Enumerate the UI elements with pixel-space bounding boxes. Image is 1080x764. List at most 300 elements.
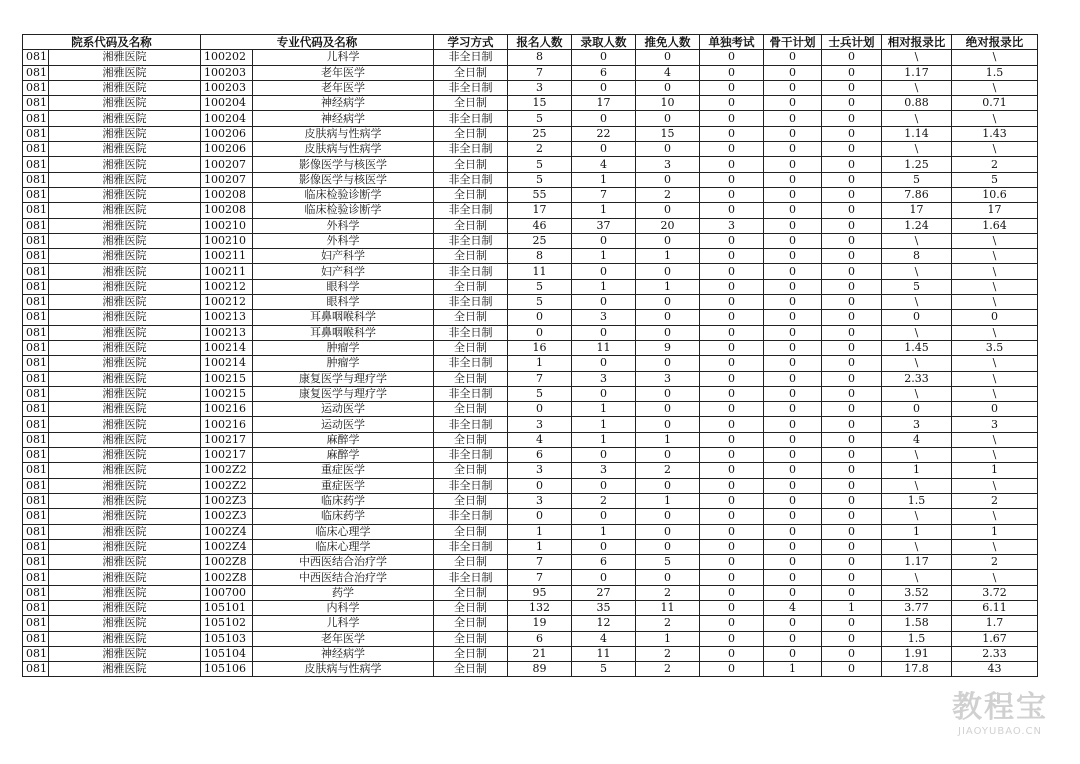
admitted-cell: 3 — [572, 371, 636, 386]
relative-ratio-cell: 1 — [882, 463, 952, 478]
study-mode-cell: 全日制 — [434, 616, 508, 631]
separate-exam-cell: 0 — [700, 310, 764, 325]
absolute-ratio-cell: \ — [952, 371, 1038, 386]
major-name-cell: 神经病学 — [253, 96, 434, 111]
separate-exam-cell: 0 — [700, 539, 764, 554]
header-backbone-plan: 骨干计划 — [764, 35, 822, 50]
dept-name-cell: 湘雅医院 — [49, 509, 201, 524]
recommended-cell: 1 — [636, 493, 700, 508]
dept-name-cell: 湘雅医院 — [49, 386, 201, 401]
applicants-cell: 5 — [508, 111, 572, 126]
relative-ratio-cell: \ — [882, 509, 952, 524]
soldier-plan-cell: 0 — [822, 386, 882, 401]
major-name-cell: 麻醉学 — [253, 432, 434, 447]
separate-exam-cell: 0 — [700, 111, 764, 126]
admitted-cell: 1 — [572, 402, 636, 417]
recommended-cell: 2 — [636, 646, 700, 661]
recommended-cell: 0 — [636, 264, 700, 279]
recommended-cell: 0 — [636, 111, 700, 126]
major-code-cell: 100212 — [201, 279, 253, 294]
admitted-cell: 1 — [572, 279, 636, 294]
absolute-ratio-cell: \ — [952, 356, 1038, 371]
dept-name-cell: 湘雅医院 — [49, 264, 201, 279]
table-row — [23, 295, 1038, 310]
soldier-plan-cell: 0 — [822, 631, 882, 646]
separate-exam-cell: 0 — [700, 340, 764, 355]
absolute-ratio-cell: 1.5 — [952, 65, 1038, 80]
relative-ratio-cell: 3 — [882, 417, 952, 432]
major-name-cell: 眼科学 — [253, 295, 434, 310]
relative-ratio-cell: \ — [882, 142, 952, 157]
separate-exam-cell: 0 — [700, 570, 764, 585]
applicants-cell: 1 — [508, 539, 572, 554]
major-name-cell: 皮肤病与性病学 — [253, 662, 434, 677]
applicants-cell: 3 — [508, 80, 572, 95]
major-code-cell: 100210 — [201, 218, 253, 233]
applicants-cell: 132 — [508, 600, 572, 615]
major-code-cell: 1002Z3 — [201, 509, 253, 524]
backbone-plan-cell: 0 — [764, 295, 822, 310]
recommended-cell: 0 — [636, 417, 700, 432]
study-mode-cell: 非全日制 — [434, 539, 508, 554]
major-name-cell: 康复医学与理疗学 — [253, 371, 434, 386]
study-mode-cell: 非全日制 — [434, 509, 508, 524]
soldier-plan-cell: 0 — [822, 310, 882, 325]
major-code-cell: 105106 — [201, 662, 253, 677]
separate-exam-cell: 0 — [700, 646, 764, 661]
major-name-cell: 皮肤病与性病学 — [253, 142, 434, 157]
table-row — [23, 662, 1038, 677]
soldier-plan-cell: 0 — [822, 96, 882, 111]
admitted-cell: 35 — [572, 600, 636, 615]
major-name-cell: 儿科学 — [253, 50, 434, 65]
soldier-plan-cell: 0 — [822, 493, 882, 508]
header-department: 院系代码及名称 — [23, 35, 201, 50]
admitted-cell: 0 — [572, 80, 636, 95]
applicants-cell: 95 — [508, 585, 572, 600]
recommended-cell: 15 — [636, 126, 700, 141]
dept-code-cell: 081 — [23, 555, 49, 570]
header-applicants: 报名人数 — [508, 35, 572, 50]
major-name-cell: 外科学 — [253, 218, 434, 233]
study-mode-cell: 全日制 — [434, 218, 508, 233]
recommended-cell: 0 — [636, 402, 700, 417]
recommended-cell: 20 — [636, 218, 700, 233]
major-name-cell: 妇产科学 — [253, 264, 434, 279]
major-code-cell: 1002Z8 — [201, 570, 253, 585]
table-row — [23, 279, 1038, 294]
relative-ratio-cell: \ — [882, 325, 952, 340]
separate-exam-cell: 0 — [700, 142, 764, 157]
recommended-cell: 0 — [636, 570, 700, 585]
dept-name-cell: 湘雅医院 — [49, 600, 201, 615]
relative-ratio-cell: 0 — [882, 402, 952, 417]
dept-code-cell: 081 — [23, 509, 49, 524]
absolute-ratio-cell: \ — [952, 325, 1038, 340]
applicants-cell: 7 — [508, 65, 572, 80]
relative-ratio-cell: \ — [882, 570, 952, 585]
absolute-ratio-cell: 2.33 — [952, 646, 1038, 661]
major-code-cell: 105104 — [201, 646, 253, 661]
separate-exam-cell: 0 — [700, 325, 764, 340]
soldier-plan-cell: 0 — [822, 539, 882, 554]
admitted-cell: 6 — [572, 65, 636, 80]
soldier-plan-cell: 0 — [822, 509, 882, 524]
applicants-cell: 15 — [508, 96, 572, 111]
dept-name-cell: 湘雅医院 — [49, 233, 201, 248]
recommended-cell: 2 — [636, 585, 700, 600]
admitted-cell: 4 — [572, 631, 636, 646]
recommended-cell: 0 — [636, 509, 700, 524]
dept-code-cell: 081 — [23, 600, 49, 615]
relative-ratio-cell: \ — [882, 111, 952, 126]
applicants-cell: 21 — [508, 646, 572, 661]
table-row — [23, 249, 1038, 264]
study-mode-cell: 全日制 — [434, 310, 508, 325]
dept-code-cell: 081 — [23, 432, 49, 447]
recommended-cell: 0 — [636, 172, 700, 187]
major-code-cell: 105101 — [201, 600, 253, 615]
backbone-plan-cell: 0 — [764, 432, 822, 447]
relative-ratio-cell: \ — [882, 80, 952, 95]
study-mode-cell: 全日制 — [434, 463, 508, 478]
separate-exam-cell: 0 — [700, 585, 764, 600]
soldier-plan-cell: 0 — [822, 448, 882, 463]
recommended-cell: 0 — [636, 310, 700, 325]
relative-ratio-cell: 5 — [882, 172, 952, 187]
backbone-plan-cell: 0 — [764, 157, 822, 172]
major-code-cell: 100210 — [201, 233, 253, 248]
study-mode-cell: 非全日制 — [434, 203, 508, 218]
applicants-cell: 55 — [508, 187, 572, 202]
relative-ratio-cell: 1 — [882, 524, 952, 539]
table-row — [23, 126, 1038, 141]
study-mode-cell: 全日制 — [434, 646, 508, 661]
backbone-plan-cell: 0 — [764, 80, 822, 95]
separate-exam-cell: 0 — [700, 448, 764, 463]
applicants-cell: 6 — [508, 448, 572, 463]
header-separate-exam: 单独考试 — [700, 35, 764, 50]
absolute-ratio-cell: 17 — [952, 203, 1038, 218]
relative-ratio-cell: \ — [882, 386, 952, 401]
table-row — [23, 570, 1038, 585]
study-mode-cell: 全日制 — [434, 187, 508, 202]
backbone-plan-cell: 0 — [764, 463, 822, 478]
soldier-plan-cell: 0 — [822, 432, 882, 447]
backbone-plan-cell: 0 — [764, 616, 822, 631]
recommended-cell: 3 — [636, 371, 700, 386]
applicants-cell: 5 — [508, 295, 572, 310]
recommended-cell: 0 — [636, 295, 700, 310]
relative-ratio-cell: 7.86 — [882, 187, 952, 202]
study-mode-cell: 非全日制 — [434, 233, 508, 248]
major-name-cell: 麻醉学 — [253, 448, 434, 463]
header-study-mode: 学习方式 — [434, 35, 508, 50]
applicants-cell: 4 — [508, 432, 572, 447]
dept-name-cell: 湘雅医院 — [49, 310, 201, 325]
soldier-plan-cell: 0 — [822, 111, 882, 126]
major-code-cell: 100211 — [201, 249, 253, 264]
admitted-cell: 0 — [572, 570, 636, 585]
major-code-cell: 105103 — [201, 631, 253, 646]
dept-code-cell: 081 — [23, 96, 49, 111]
table-row — [23, 325, 1038, 340]
major-name-cell: 运动医学 — [253, 402, 434, 417]
dept-code-cell: 081 — [23, 539, 49, 554]
dept-code-cell: 081 — [23, 203, 49, 218]
dept-code-cell: 081 — [23, 142, 49, 157]
study-mode-cell: 全日制 — [434, 524, 508, 539]
absolute-ratio-cell: 0.71 — [952, 96, 1038, 111]
dept-name-cell: 湘雅医院 — [49, 616, 201, 631]
major-code-cell: 100217 — [201, 448, 253, 463]
recommended-cell: 0 — [636, 539, 700, 554]
table-row — [23, 386, 1038, 401]
soldier-plan-cell: 0 — [822, 402, 882, 417]
relative-ratio-cell: 0 — [882, 310, 952, 325]
recommended-cell: 9 — [636, 340, 700, 355]
dept-name-cell: 湘雅医院 — [49, 96, 201, 111]
relative-ratio-cell: \ — [882, 478, 952, 493]
admitted-cell: 6 — [572, 555, 636, 570]
table-row — [23, 539, 1038, 554]
major-code-cell: 1002Z4 — [201, 539, 253, 554]
absolute-ratio-cell: 1.67 — [952, 631, 1038, 646]
major-code-cell: 1002Z8 — [201, 555, 253, 570]
major-name-cell: 老年医学 — [253, 80, 434, 95]
admitted-cell: 0 — [572, 295, 636, 310]
major-name-cell: 中西医结合治疗学 — [253, 570, 434, 585]
separate-exam-cell: 0 — [700, 524, 764, 539]
backbone-plan-cell: 0 — [764, 524, 822, 539]
dept-code-cell: 081 — [23, 295, 49, 310]
separate-exam-cell: 0 — [700, 172, 764, 187]
dept-name-cell: 湘雅医院 — [49, 111, 201, 126]
applicants-cell: 89 — [508, 662, 572, 677]
backbone-plan-cell: 0 — [764, 570, 822, 585]
separate-exam-cell: 0 — [700, 463, 764, 478]
recommended-cell: 0 — [636, 448, 700, 463]
major-name-cell: 老年医学 — [253, 631, 434, 646]
dept-name-cell: 湘雅医院 — [49, 340, 201, 355]
admitted-cell: 1 — [572, 172, 636, 187]
major-code-cell: 100208 — [201, 203, 253, 218]
admitted-cell: 0 — [572, 539, 636, 554]
dept-code-cell: 081 — [23, 218, 49, 233]
table-row — [23, 340, 1038, 355]
dept-code-cell: 081 — [23, 279, 49, 294]
major-name-cell: 药学 — [253, 585, 434, 600]
backbone-plan-cell: 0 — [764, 187, 822, 202]
study-mode-cell: 全日制 — [434, 65, 508, 80]
backbone-plan-cell: 0 — [764, 493, 822, 508]
backbone-plan-cell: 0 — [764, 585, 822, 600]
study-mode-cell: 全日制 — [434, 585, 508, 600]
relative-ratio-cell: 1.91 — [882, 646, 952, 661]
recommended-cell: 0 — [636, 50, 700, 65]
dept-name-cell: 湘雅医院 — [49, 218, 201, 233]
admitted-cell: 5 — [572, 662, 636, 677]
dept-code-cell: 081 — [23, 126, 49, 141]
major-name-cell: 眼科学 — [253, 279, 434, 294]
applicants-cell: 1 — [508, 524, 572, 539]
applicants-cell: 7 — [508, 371, 572, 386]
backbone-plan-cell: 0 — [764, 539, 822, 554]
separate-exam-cell: 0 — [700, 493, 764, 508]
table-row — [23, 356, 1038, 371]
table-row — [23, 80, 1038, 95]
major-code-cell: 100215 — [201, 371, 253, 386]
applicants-cell: 3 — [508, 417, 572, 432]
absolute-ratio-cell: 2 — [952, 555, 1038, 570]
dept-code-cell: 081 — [23, 80, 49, 95]
absolute-ratio-cell: \ — [952, 249, 1038, 264]
relative-ratio-cell: \ — [882, 295, 952, 310]
major-name-cell: 重症医学 — [253, 463, 434, 478]
backbone-plan-cell: 0 — [764, 417, 822, 432]
dept-name-cell: 湘雅医院 — [49, 325, 201, 340]
table-row — [23, 600, 1038, 615]
dept-code-cell: 081 — [23, 631, 49, 646]
recommended-cell: 1 — [636, 631, 700, 646]
separate-exam-cell: 0 — [700, 371, 764, 386]
relative-ratio-cell: \ — [882, 539, 952, 554]
absolute-ratio-cell: 1.7 — [952, 616, 1038, 631]
soldier-plan-cell: 0 — [822, 172, 882, 187]
dept-code-cell: 081 — [23, 356, 49, 371]
major-name-cell: 临床检验诊断学 — [253, 187, 434, 202]
separate-exam-cell: 0 — [700, 295, 764, 310]
study-mode-cell: 全日制 — [434, 371, 508, 386]
header-admitted: 录取人数 — [572, 35, 636, 50]
major-name-cell: 运动医学 — [253, 417, 434, 432]
absolute-ratio-cell: 5 — [952, 172, 1038, 187]
study-mode-cell: 非全日制 — [434, 111, 508, 126]
dept-code-cell: 081 — [23, 386, 49, 401]
absolute-ratio-cell: \ — [952, 264, 1038, 279]
major-code-cell: 1002Z4 — [201, 524, 253, 539]
table-row — [23, 96, 1038, 111]
applicants-cell: 3 — [508, 463, 572, 478]
admitted-cell: 37 — [572, 218, 636, 233]
dept-code-cell: 081 — [23, 478, 49, 493]
major-name-cell: 肿瘤学 — [253, 340, 434, 355]
recommended-cell: 0 — [636, 142, 700, 157]
admitted-cell: 0 — [572, 264, 636, 279]
applicants-cell: 6 — [508, 631, 572, 646]
major-name-cell: 神经病学 — [253, 111, 434, 126]
applicants-cell: 0 — [508, 478, 572, 493]
backbone-plan-cell: 0 — [764, 402, 822, 417]
table-row — [23, 646, 1038, 661]
recommended-cell: 2 — [636, 662, 700, 677]
admission-ratio-table — [22, 34, 1038, 677]
admitted-cell: 1 — [572, 203, 636, 218]
soldier-plan-cell: 0 — [822, 157, 882, 172]
dept-name-cell: 湘雅医院 — [49, 631, 201, 646]
absolute-ratio-cell: \ — [952, 539, 1038, 554]
backbone-plan-cell: 0 — [764, 65, 822, 80]
relative-ratio-cell: 1.5 — [882, 493, 952, 508]
relative-ratio-cell: 1.14 — [882, 126, 952, 141]
dept-code-cell: 081 — [23, 157, 49, 172]
soldier-plan-cell: 0 — [822, 65, 882, 80]
table-row — [23, 187, 1038, 202]
backbone-plan-cell: 0 — [764, 172, 822, 187]
study-mode-cell: 非全日制 — [434, 478, 508, 493]
dept-name-cell: 湘雅医院 — [49, 662, 201, 677]
study-mode-cell: 非全日制 — [434, 448, 508, 463]
dept-name-cell: 湘雅医院 — [49, 356, 201, 371]
absolute-ratio-cell: 3.72 — [952, 585, 1038, 600]
major-code-cell: 100208 — [201, 187, 253, 202]
absolute-ratio-cell: \ — [952, 509, 1038, 524]
backbone-plan-cell: 0 — [764, 386, 822, 401]
applicants-cell: 25 — [508, 233, 572, 248]
soldier-plan-cell: 0 — [822, 295, 882, 310]
admitted-cell: 1 — [572, 432, 636, 447]
admitted-cell: 0 — [572, 448, 636, 463]
study-mode-cell: 全日制 — [434, 249, 508, 264]
study-mode-cell: 非全日制 — [434, 264, 508, 279]
separate-exam-cell: 0 — [700, 249, 764, 264]
recommended-cell: 0 — [636, 325, 700, 340]
study-mode-cell: 全日制 — [434, 96, 508, 111]
study-mode-cell: 全日制 — [434, 631, 508, 646]
applicants-cell: 46 — [508, 218, 572, 233]
dept-name-cell: 湘雅医院 — [49, 463, 201, 478]
major-code-cell: 100207 — [201, 157, 253, 172]
major-name-cell: 妇产科学 — [253, 249, 434, 264]
header-absolute-ratio: 绝对报录比 — [952, 35, 1038, 50]
major-name-cell: 内科学 — [253, 600, 434, 615]
dept-code-cell: 081 — [23, 172, 49, 187]
major-name-cell: 临床检验诊断学 — [253, 203, 434, 218]
dept-code-cell: 081 — [23, 249, 49, 264]
major-name-cell: 耳鼻咽喉科学 — [253, 310, 434, 325]
major-name-cell: 临床心理学 — [253, 539, 434, 554]
study-mode-cell: 非全日制 — [434, 570, 508, 585]
recommended-cell: 0 — [636, 478, 700, 493]
relative-ratio-cell: 1.5 — [882, 631, 952, 646]
dept-name-cell: 湘雅医院 — [49, 203, 201, 218]
dept-name-cell: 湘雅医院 — [49, 417, 201, 432]
admitted-cell: 1 — [572, 417, 636, 432]
study-mode-cell: 全日制 — [434, 157, 508, 172]
admitted-cell: 22 — [572, 126, 636, 141]
table-row — [23, 448, 1038, 463]
separate-exam-cell: 0 — [700, 478, 764, 493]
applicants-cell: 8 — [508, 50, 572, 65]
table-row — [23, 417, 1038, 432]
dept-code-cell: 081 — [23, 325, 49, 340]
dept-code-cell: 081 — [23, 524, 49, 539]
recommended-cell: 1 — [636, 279, 700, 294]
major-code-cell: 100202 — [201, 50, 253, 65]
backbone-plan-cell: 0 — [764, 646, 822, 661]
table-row — [23, 371, 1038, 386]
major-name-cell: 临床药学 — [253, 493, 434, 508]
relative-ratio-cell: 4 — [882, 432, 952, 447]
dept-name-cell: 湘雅医院 — [49, 432, 201, 447]
absolute-ratio-cell: 10.6 — [952, 187, 1038, 202]
major-code-cell: 100212 — [201, 295, 253, 310]
applicants-cell: 3 — [508, 493, 572, 508]
dept-name-cell: 湘雅医院 — [49, 478, 201, 493]
major-code-cell: 100204 — [201, 96, 253, 111]
soldier-plan-cell: 1 — [822, 600, 882, 615]
major-name-cell: 老年医学 — [253, 65, 434, 80]
